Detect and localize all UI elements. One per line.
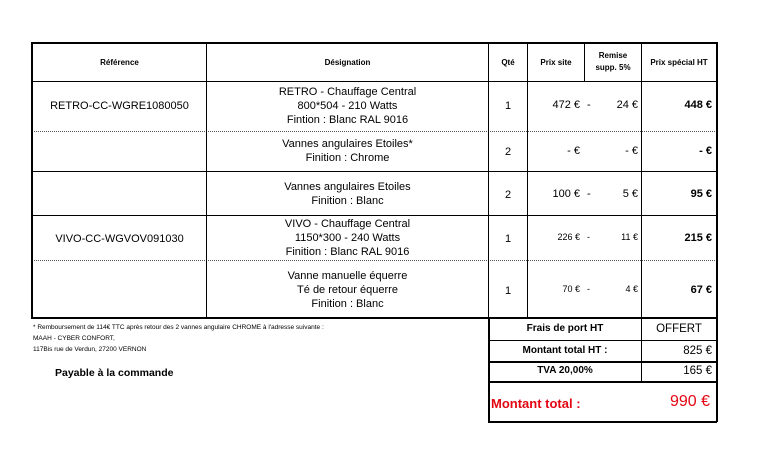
row-discount-sign: -	[587, 99, 591, 111]
col-border	[31, 42, 33, 318]
row-discount-sign: -	[587, 232, 590, 242]
row-price-site: 226 €	[557, 232, 580, 242]
shipping-label: Frais de port HT	[526, 323, 604, 334]
header-bottom-border	[31, 81, 717, 82]
row-discount: - €	[625, 145, 638, 157]
row-price-site: 100 €	[552, 188, 580, 200]
refund-note	[33, 322, 483, 355]
refund-note-line: * Remboursement de 114€ TTC après retour des 2 vannes angulaire CHROME à l'adresse suivante :	[33, 324, 324, 331]
totals-separator	[488, 361, 717, 363]
row-designation	[207, 269, 488, 311]
row-price-site: 70 €	[562, 284, 580, 294]
row-designation	[207, 217, 488, 259]
designation-line: Fintion : Blanc RAL 9016	[286, 114, 409, 126]
row-discount-sign: -	[587, 284, 590, 294]
designation-line: Finition : Chrome	[305, 152, 390, 164]
row-price-site: 472 €	[552, 99, 580, 111]
row-designation	[207, 85, 488, 127]
row-designation	[207, 137, 488, 165]
designation-line: 800*504 - 210 Watts	[297, 100, 398, 112]
row-qty: 1	[504, 285, 512, 297]
row-reference: VIVO-CC-WGVOV091030	[55, 233, 184, 245]
designation-line: 1150*300 - 240 Watts	[294, 232, 401, 244]
row-discount: 24 €	[616, 99, 638, 111]
row-qty: 2	[504, 189, 512, 201]
header-special-price: Prix spécial HT	[650, 58, 708, 67]
row-special-price: 67 €	[690, 284, 712, 296]
row-discount: 11 €	[621, 232, 638, 242]
header-discount-line1: Remise	[598, 51, 628, 60]
designation-line: Té de retour équerre	[297, 284, 398, 296]
col-border	[716, 42, 718, 318]
table-top-border	[31, 42, 717, 44]
header-reference: Référence	[100, 58, 139, 67]
designation-line: RETRO - Chauffage Central	[278, 86, 417, 98]
shipping-value: OFFERT	[656, 323, 702, 335]
header-qty: Qté	[501, 58, 515, 67]
row-separator	[31, 215, 717, 216]
grand-total-value: 990 €	[669, 393, 710, 410]
totals-separator	[488, 381, 717, 383]
row-special-price: 95 €	[690, 188, 712, 200]
row-separator	[31, 171, 717, 172]
table-bottom-border	[31, 317, 717, 319]
total-ht-label: Montant total HT :	[522, 345, 608, 356]
header-price-site: Prix site	[540, 58, 572, 67]
header-designation: Désignation	[324, 58, 371, 67]
row-discount: 4 €	[625, 284, 638, 294]
row-qty: 1	[504, 233, 512, 245]
col-border	[527, 42, 528, 318]
header-discount	[585, 50, 641, 74]
row-special-price: - €	[699, 145, 712, 157]
total-ht-value: 825 €	[683, 345, 712, 357]
row-special-price: 448 €	[684, 99, 712, 111]
row-reference: RETRO-CC-WGRE1080050	[50, 100, 189, 112]
row-qty: 1	[504, 100, 512, 112]
designation-line: VIVO - Chauffage Central	[284, 218, 411, 230]
tva-label: TVA 20,00%	[537, 365, 593, 376]
row-dotted-separator	[31, 260, 717, 261]
row-qty: 2	[504, 146, 512, 158]
row-discount-sign: -	[587, 188, 591, 200]
designation-line: Finition : Blanc	[311, 195, 384, 207]
row-special-price: 215 €	[684, 232, 712, 244]
refund-note-line: MAAH - CYBER CONFORT,	[33, 335, 115, 342]
designation-line: Finition : Blanc	[311, 298, 384, 310]
row-discount: 5 €	[622, 188, 638, 200]
grand-total-label: Montant total :	[491, 396, 581, 411]
row-designation	[207, 180, 488, 208]
designation-line: Vannes angulaires Etoiles*	[282, 138, 413, 150]
tva-value: 165 €	[683, 365, 712, 377]
totals-border	[716, 317, 718, 422]
col-border	[488, 42, 489, 318]
refund-note-line: 117Bis rue de Verdun, 27200 VERNON	[33, 346, 147, 353]
header-discount-line2: supp. 5%	[595, 63, 631, 72]
designation-line: Finition : Blanc RAL 9016	[285, 246, 410, 258]
payment-terms: Payable à la commande	[55, 367, 174, 379]
col-border	[641, 42, 642, 318]
designation-line: Vanne manuelle équerre	[287, 270, 408, 282]
totals-bottom-border	[488, 421, 717, 423]
row-price-site: - €	[567, 145, 580, 157]
row-dotted-separator	[31, 131, 717, 132]
totals-separator	[488, 340, 717, 341]
designation-line: Vannes angulaires Etoiles	[284, 181, 411, 193]
